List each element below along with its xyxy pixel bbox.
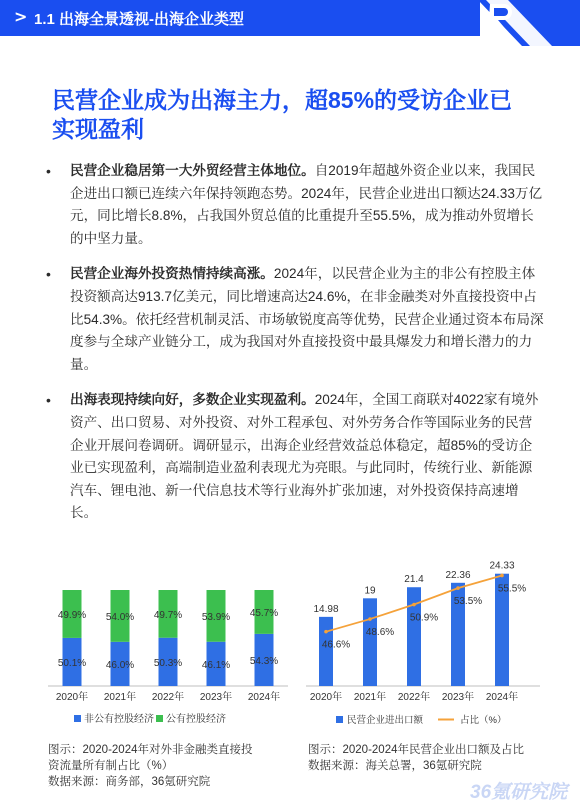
bullet-lead: 民营企业稳居第一大外贸经营主体地位。 <box>70 163 315 178</box>
data-label: 45.7% <box>249 607 279 619</box>
legend-label: 非公有控股经济 <box>84 714 154 725</box>
bullet-text: 自2019年超越外资企业以来，我国民企进出口额已连续六年保持领跑态势。2024年，民营企业进出口额达24.33万亿元，同比增长8.8%，占我国外贸总值的比重提升至55.5%，成为推动外贸增长的中坚力量。 <box>70 163 543 246</box>
data-label: 54.3% <box>249 655 279 667</box>
bullet-item <box>44 263 544 376</box>
bar-value-label: 14.98 <box>313 603 339 615</box>
export-volume-chart <box>300 556 545 736</box>
section-header-bar <box>0 0 480 36</box>
legend-swatch <box>74 715 81 722</box>
line-value-label: 55.5% <box>497 583 527 595</box>
bar <box>363 598 377 686</box>
x-tick-label: 2021年 <box>353 692 387 703</box>
headline-line-1: 民营企业成为出海主力，超85%的受访企业已 <box>52 87 513 113</box>
section-title: 1.1 出海全景透视-出海企业类型 <box>34 11 245 28</box>
bullet-text: 2024年，以民营企业为主的非公有控股主体投资额高达913.7亿美元，同比增速高达24.6%，在非金融类对外直接投资中占比54.3%。依托经营机制灵活、市场敏锐度高等优势，民营企业通过资本布局深度参与全球产业链分工，成为我国对外直接投资中最具爆发力和增长潜力的力量。 <box>70 266 544 372</box>
bar-value-label: 21.4 <box>404 574 424 586</box>
line-point <box>412 603 416 607</box>
bar-value-label: 24.33 <box>489 560 515 572</box>
line-point <box>368 617 372 621</box>
legend-swatch <box>156 715 163 722</box>
x-tick-label: 2024年 <box>247 692 281 703</box>
line-point <box>500 574 504 578</box>
x-tick-label: 2023年 <box>199 692 233 703</box>
data-label: 49.9% <box>57 609 87 621</box>
chart2-caption-line: 数据来源：海关总署，36氪研究院 <box>308 760 482 772</box>
legend-label: 占比（%） <box>460 715 507 726</box>
data-label: 54.0% <box>105 611 135 623</box>
chart2-caption-line: 图示：2020-2024年民营企业出口额及占比 <box>308 744 524 756</box>
data-label: 50.3% <box>153 657 183 669</box>
x-tick-label: 2022年 <box>397 692 431 703</box>
bar <box>319 617 333 686</box>
bullet-item <box>44 160 544 250</box>
bullet-text: 2024年，全国工商联对4022家有境外资产、出口贸易、对外投资、对外工程承包、对外劳务合作等国际业务的民营企业开展问卷调研。调研显示，出海企业经营效益总体稳定，超85%的受访企业已实现盈利，高端制造业盈利表现尤为亮眼。与此同时，传统行业、新能源汽车、锂电池、新一代信息技术等行业海外扩张加速，对外投资保持高速增长。 <box>70 392 539 521</box>
bar-value-label: 22.36 <box>445 569 471 581</box>
legend-label: 公有控股经济 <box>166 714 226 725</box>
line-value-label: 48.6% <box>365 627 395 639</box>
chart2-caption <box>308 742 524 774</box>
x-tick-label: 2021年 <box>103 692 137 703</box>
chart1-caption-line: 图示：2020-2024年对外非金融类直接投 <box>48 744 253 756</box>
x-tick-label: 2023年 <box>441 692 475 703</box>
data-label: 49.7% <box>153 609 183 621</box>
chart1-caption-line: 数据来源：商务部，36氪研究院 <box>48 776 211 788</box>
chart1-caption-line: 资流量所有制占比（%） <box>48 760 174 772</box>
bullet-item <box>44 389 544 525</box>
watermark-text: 36氪研究院 <box>470 782 568 803</box>
line-point <box>324 630 328 634</box>
chevron-right-icon: > <box>14 7 28 26</box>
bullet-list <box>44 160 544 538</box>
x-tick-label: 2022年 <box>151 692 185 703</box>
line-point <box>456 586 460 590</box>
chart1-caption <box>48 742 253 790</box>
page-headline <box>52 86 542 144</box>
ownership-share-chart-svg <box>40 560 290 736</box>
line-value-label: 53.5% <box>453 596 483 608</box>
bullet-marker: • <box>46 163 51 179</box>
bar-value-label: 19 <box>364 585 376 597</box>
headline-line-2: 实现盈利 <box>52 116 144 142</box>
line-value-label: 46.6% <box>321 639 351 651</box>
bullet-marker: • <box>46 392 51 409</box>
line-value-label: 50.9% <box>409 612 439 624</box>
x-tick-label: 2024年 <box>485 692 519 703</box>
legend-label: 民营企业进出口额 <box>347 715 424 726</box>
x-tick-label: 2020年 <box>55 692 89 703</box>
bullet-marker: • <box>46 266 51 283</box>
legend-swatch <box>336 716 343 723</box>
data-label: 50.1% <box>57 657 87 669</box>
x-tick-label: 2020年 <box>309 692 343 703</box>
data-label: 46.1% <box>201 659 231 671</box>
bullet-lead: 民营企业海外投资热情持续高涨。 <box>70 266 274 282</box>
data-label: 46.0% <box>105 659 135 671</box>
ownership-share-chart <box>40 560 290 736</box>
data-label: 53.9% <box>201 611 231 623</box>
export-volume-chart-svg <box>300 556 545 736</box>
section-header <box>0 0 580 36</box>
bullet-lead: 出海表现持续向好，多数企业实现盈利。 <box>70 392 315 408</box>
brand-logo <box>478 0 580 46</box>
watermark <box>468 776 578 806</box>
